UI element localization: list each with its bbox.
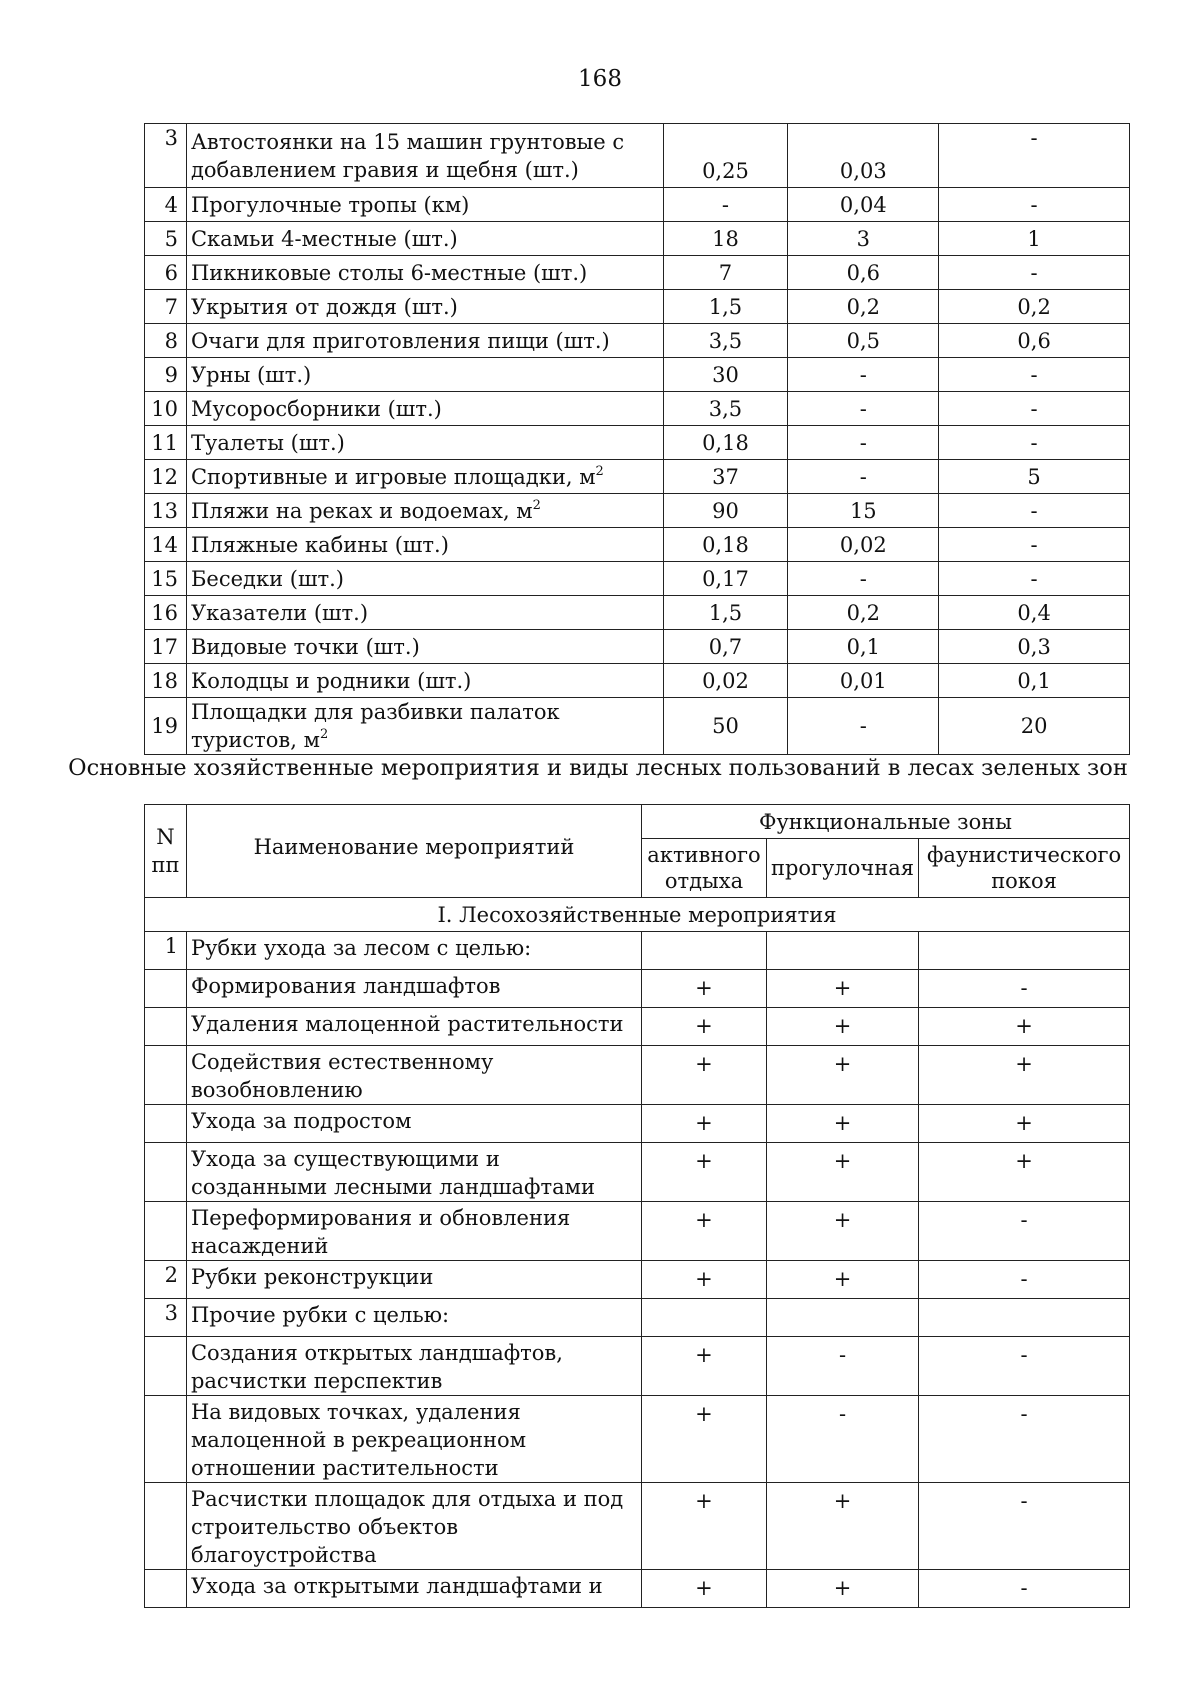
row-name: Прочие рубки с целью: [186,1299,641,1337]
mark-active: + [642,1143,767,1202]
row-number: 5 [145,222,187,256]
row-name: Укрытия от дождя (шт.) [186,290,663,324]
row-name: Колодцы и родники (шт.) [186,664,663,698]
table-row [145,528,1130,562]
table-row [145,932,1130,970]
table-row [145,1299,1130,1337]
value-active: 1,5 [663,596,788,630]
mark-fauna: + [919,1105,1130,1143]
table-row [145,1570,1130,1608]
header-zones: Функциональные зоны [642,805,1130,839]
row-name: Мусоросборники (шт.) [186,392,663,426]
row-number: 19 [145,698,187,755]
mark-active: + [642,1202,767,1261]
value-walking: 0,5 [788,324,939,358]
value-fauna: - [939,358,1130,392]
mark-walking: + [766,1143,918,1202]
mark-active [642,932,767,970]
row-name-text: Спортивные и игровые площадки, м [190,464,596,489]
value-active: 7 [663,256,788,290]
value-walking: 0,6 [788,256,939,290]
table-row [145,392,1130,426]
mark-active: + [642,1570,767,1608]
value-active: 0,18 [663,426,788,460]
mark-fauna: - [919,1570,1130,1608]
value-fauna: 0,2 [939,290,1130,324]
table-row [145,970,1130,1008]
value-active: 0,25 [663,124,788,188]
row-name: Расчистки площадок для отдыха и под строительство объектов благоустройства [186,1483,641,1570]
value-walking: 15 [788,494,939,528]
mark-walking: - [766,1396,918,1483]
measures-table [144,804,1130,1608]
mark-walking: + [766,1202,918,1261]
mark-fauna: - [919,1202,1130,1261]
mark-walking: + [766,1105,918,1143]
mark-active: + [642,1261,767,1299]
table-row [145,630,1130,664]
row-number: 11 [145,426,187,460]
value-active: 0,18 [663,528,788,562]
row-name: Содействия естественному возобновлению [186,1046,641,1105]
row-name: Прогулочные тропы (км) [186,188,663,222]
row-name: Видовые точки (шт.) [186,630,663,664]
mark-active: + [642,1008,767,1046]
value-fauna: - [939,562,1130,596]
row-number [145,1105,187,1143]
row-name: Удаления малоценной растительности [186,1008,641,1046]
mark-fauna: - [919,1337,1130,1396]
header-name: Наименование мероприятий [186,805,641,898]
row-name [186,460,663,494]
facilities-table [144,123,1130,755]
value-walking: - [788,392,939,426]
row-number: 15 [145,562,187,596]
header-zone-active: активного отдыха [642,839,767,898]
mark-active: + [642,1105,767,1143]
value-active: 0,17 [663,562,788,596]
row-number: 12 [145,460,187,494]
mark-fauna: - [919,1261,1130,1299]
row-number: 16 [145,596,187,630]
mark-fauna: - [919,1396,1130,1483]
row-name: Ухода за открытыми ландшафтами и [186,1570,641,1608]
table-row [145,358,1130,392]
value-walking: 0,1 [788,630,939,664]
row-name: Пикниковые столы 6-местные (шт.) [186,256,663,290]
table-caption: Основные хозяйственные мероприятия и виды лесных пользований в лесах зеленых зон [68,755,1128,781]
row-name: Создания открытых ландшафтов, расчистки перспектив [186,1337,641,1396]
row-number: 6 [145,256,187,290]
table-row [145,1105,1130,1143]
value-walking: - [788,358,939,392]
value-fauna: 0,4 [939,596,1130,630]
table-row [145,1337,1130,1396]
mark-walking: + [766,1046,918,1105]
row-name [186,494,663,528]
row-name: Указатели (шт.) [186,596,663,630]
value-fauna: 0,6 [939,324,1130,358]
row-name-text: Площадки для разбивки палаток туристов, м [190,700,560,752]
value-fauna: 20 [939,698,1130,755]
value-walking: 3 [788,222,939,256]
row-number: 4 [145,188,187,222]
table-row [145,188,1130,222]
value-walking: 0,2 [788,596,939,630]
mark-walking: + [766,970,918,1008]
row-number [145,1202,187,1261]
header-num: N пп [145,805,187,898]
row-number [145,1046,187,1105]
row-name-text: Пляжи на реках и водоемах, м [190,498,533,523]
row-name: Скамьи 4-местные (шт.) [186,222,663,256]
row-number [145,1570,187,1608]
value-fauna: - [939,494,1130,528]
section-title: I. Лесохозяйственные мероприятия [145,898,1130,932]
value-active: 37 [663,460,788,494]
value-walking: 0,01 [788,664,939,698]
mark-fauna [919,932,1130,970]
mark-walking: + [766,1008,918,1046]
value-active: - [663,188,788,222]
mark-fauna: - [919,970,1130,1008]
page-number: 168 [578,66,622,92]
value-fauna: - [939,256,1130,290]
value-active: 0,02 [663,664,788,698]
value-walking: - [788,562,939,596]
value-fauna: 5 [939,460,1130,494]
row-name: Автостоянки на 15 машин грунтовые с добавлением гравия и щебня (шт.) [186,124,663,188]
mark-walking: + [766,1261,918,1299]
table-row [145,1143,1130,1202]
value-fauna: - [939,188,1130,222]
value-active: 30 [663,358,788,392]
row-number: 10 [145,392,187,426]
row-name [186,698,663,755]
row-number: 3 [145,124,187,188]
value-active: 0,7 [663,630,788,664]
row-number: 1 [145,932,187,970]
row-name: Урны (шт.) [186,358,663,392]
table-row [145,698,1130,755]
row-name: На видовых точках, удаления малоценной в рекреационном отношении растительности [186,1396,641,1483]
row-name: Формирования ландшафтов [186,970,641,1008]
table-row [145,1202,1130,1261]
value-walking: 0,02 [788,528,939,562]
row-number: 9 [145,358,187,392]
value-fauna: - [939,124,1130,188]
mark-active: + [642,1337,767,1396]
value-walking: - [788,698,939,755]
header-zone-fauna: фаунистического покоя [919,839,1130,898]
value-active: 1,5 [663,290,788,324]
mark-walking: + [766,1570,918,1608]
value-fauna: 0,3 [939,630,1130,664]
row-number [145,1396,187,1483]
mark-active [642,1299,767,1337]
table-row [145,426,1130,460]
mark-walking [766,932,918,970]
value-active: 18 [663,222,788,256]
row-number [145,1143,187,1202]
row-name: Рубки ухода за лесом с целью: [186,932,641,970]
value-active: 90 [663,494,788,528]
row-name: Беседки (шт.) [186,562,663,596]
row-number [145,1337,187,1396]
value-active: 3,5 [663,392,788,426]
value-walking: 0,04 [788,188,939,222]
mark-fauna [919,1299,1130,1337]
table-row [145,1396,1130,1483]
value-active: 3,5 [663,324,788,358]
row-name: Ухода за подростом [186,1105,641,1143]
mark-walking: - [766,1337,918,1396]
row-number: 14 [145,528,187,562]
row-number [145,970,187,1008]
table-row [145,1483,1130,1570]
mark-walking: + [766,1483,918,1570]
section-row [145,898,1130,932]
mark-active: + [642,1483,767,1570]
row-number [145,1008,187,1046]
table-row [145,494,1130,528]
table-row [145,1046,1130,1105]
mark-walking [766,1299,918,1337]
mark-active: + [642,1396,767,1483]
table-row [145,222,1130,256]
row-number: 17 [145,630,187,664]
mark-active: + [642,970,767,1008]
value-walking: 0,03 [788,124,939,188]
row-name: Пляжные кабины (шт.) [186,528,663,562]
row-name: Рубки реконструкции [186,1261,641,1299]
row-name: Очаги для приготовления пищи (шт.) [186,324,663,358]
row-number: 2 [145,1261,187,1299]
mark-fauna: - [919,1483,1130,1570]
value-walking: - [788,426,939,460]
value-fauna: - [939,392,1130,426]
mark-fauna: + [919,1143,1130,1202]
mark-active: + [642,1046,767,1105]
row-number: 8 [145,324,187,358]
row-number: 7 [145,290,187,324]
mark-fauna: + [919,1046,1130,1105]
value-fauna: 1 [939,222,1130,256]
value-active: 50 [663,698,788,755]
value-walking: 0,2 [788,290,939,324]
unit-superscript: 2 [595,463,604,479]
unit-superscript: 2 [532,497,541,513]
table-row [145,562,1130,596]
row-number: 3 [145,1299,187,1337]
row-name: Туалеты (шт.) [186,426,663,460]
table-row [145,1261,1130,1299]
table-row [145,664,1130,698]
row-number [145,1483,187,1570]
unit-superscript: 2 [319,727,329,742]
table-row [145,596,1130,630]
row-name: Переформирования и обновления насаждений [186,1202,641,1261]
value-fauna: - [939,528,1130,562]
row-number: 13 [145,494,187,528]
header-zone-walking: прогулочная [766,839,918,898]
table-row [145,1008,1130,1046]
header-row [145,805,1130,839]
value-fauna: - [939,426,1130,460]
table-row [145,124,1130,188]
table-row [145,256,1130,290]
value-walking: - [788,460,939,494]
table-row [145,460,1130,494]
mark-fauna: + [919,1008,1130,1046]
table-row [145,290,1130,324]
row-number: 18 [145,664,187,698]
table-row [145,324,1130,358]
row-name: Ухода за существующими и созданными лесными ландшафтами [186,1143,641,1202]
value-fauna: 0,1 [939,664,1130,698]
